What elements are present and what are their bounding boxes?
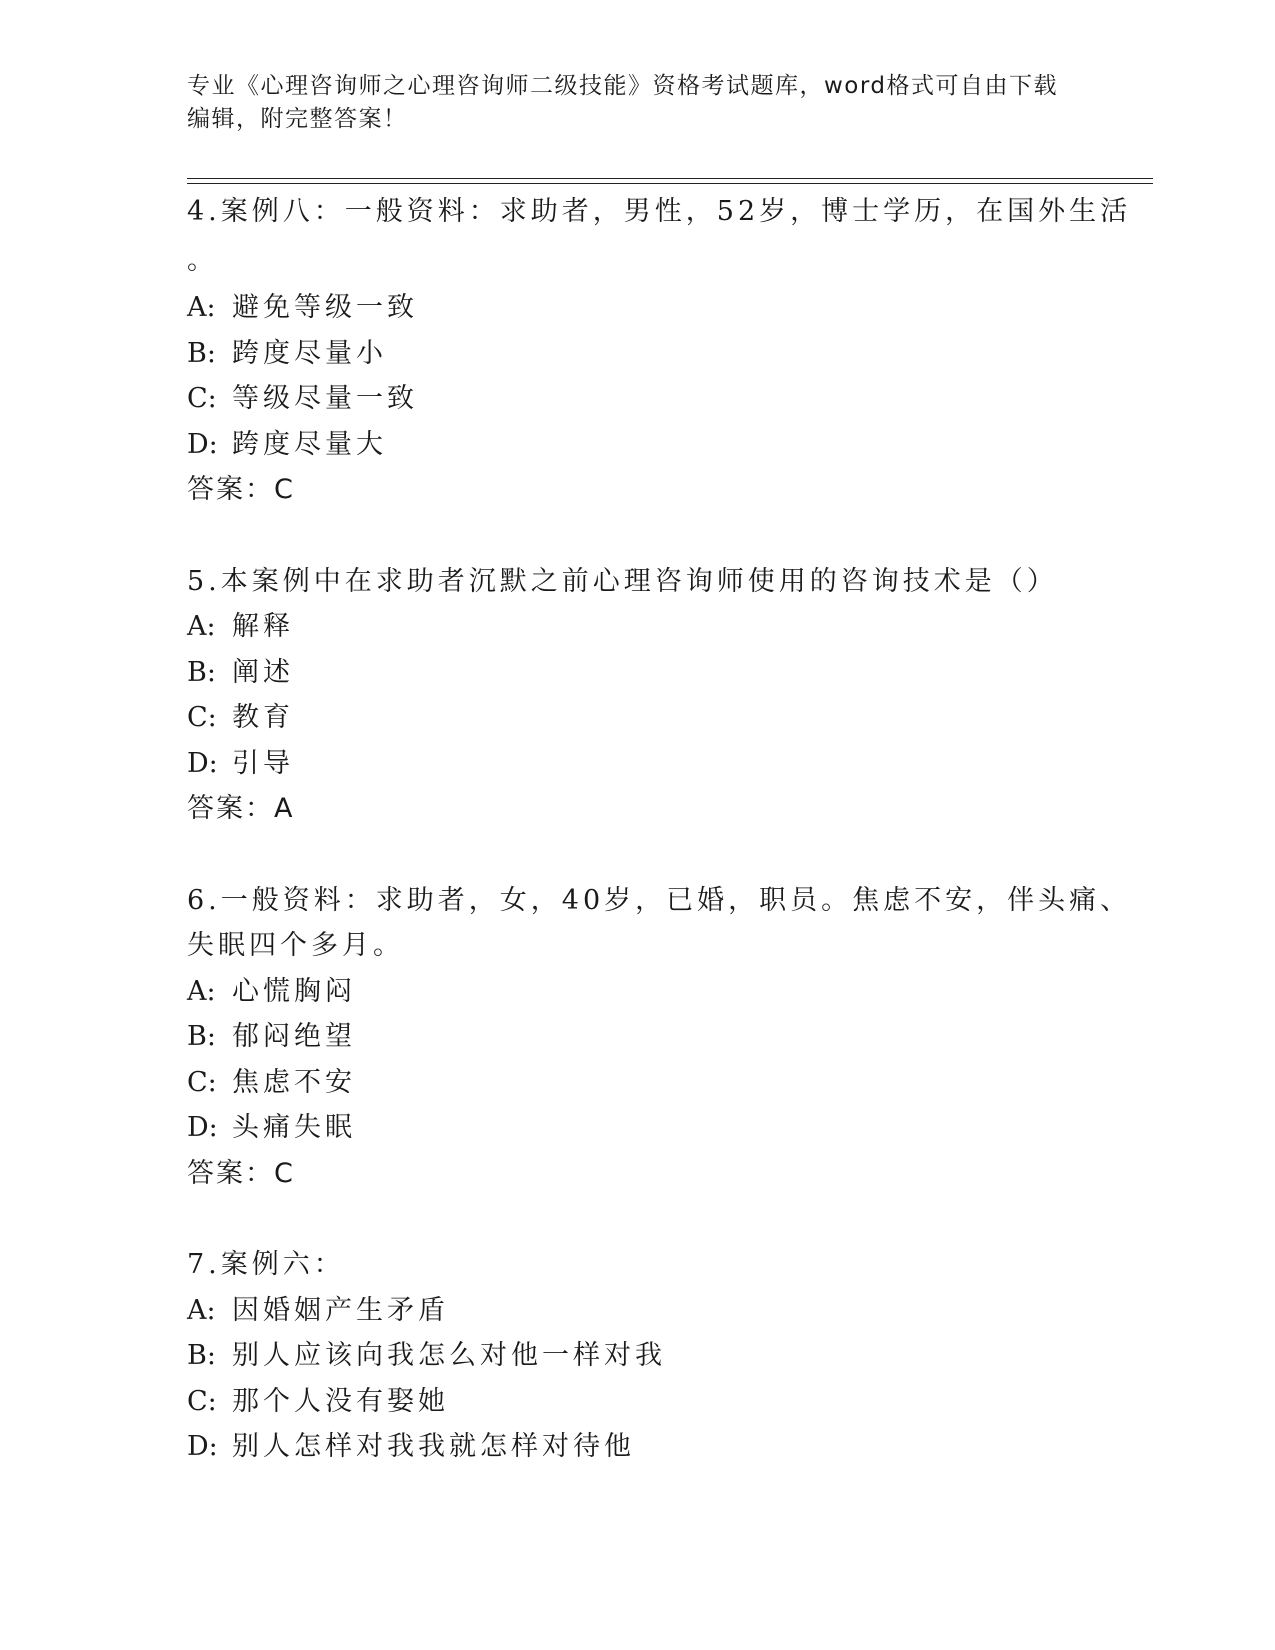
option-key: D: (187, 1112, 218, 1143)
answer-line: 答案：C (187, 1157, 295, 1189)
option-text: 焦虑不安 (232, 1066, 356, 1098)
option-key: D: (187, 428, 218, 460)
question-block (187, 187, 1132, 513)
option-d (187, 1105, 1087, 1151)
header-line-1: 专业《心理咨询师之心理咨询师二级技能》资格考试题库，word格式可自由下载 (187, 73, 1059, 99)
option-key: C: (187, 1385, 217, 1417)
question-stem: 5.本案例中在求助者沉默之前心理咨询师使用的咨询技术是（） (187, 565, 1058, 597)
option-text: 等级尽量一致 (232, 383, 418, 414)
option-c (187, 1379, 1087, 1425)
option-a (187, 285, 1087, 331)
header-line-2: 编辑，附完整答案！ (187, 106, 408, 132)
question-stem-continued: 。 (187, 245, 218, 276)
option-text: 阐述 (232, 656, 294, 688)
question-spacer (187, 1196, 1087, 1242)
option-text: 引导 (232, 747, 294, 779)
option-key: C: (187, 702, 217, 733)
option-text: 心慌胸闷 (232, 975, 356, 1007)
option-key: A: (187, 975, 216, 1007)
option-key: B: (187, 1021, 216, 1052)
option-key: C: (187, 383, 217, 414)
question-stem: 4.案例八：一般资料：求助者，男性，52岁，博士学历，在国外生活 (187, 196, 1132, 227)
question-stem: 6.一般资料：求助者，女，40岁，已婚，职员。焦虑不安，伴头痛、 (187, 884, 1132, 916)
option-text: 别人应该向我怎么对他一样对我 (232, 1340, 666, 1371)
option-text: 那个人没有娶她 (232, 1385, 449, 1417)
option-a (187, 604, 1087, 650)
option-text: 因婚姻产生矛盾 (232, 1294, 449, 1326)
option-b (187, 1333, 1087, 1379)
question-stem-continued: 失眠四个多月。 (187, 930, 404, 961)
question-block (187, 878, 1132, 1197)
option-c (187, 695, 1087, 741)
question-block (187, 1242, 1087, 1470)
answer-line: 答案：C (187, 474, 295, 505)
option-key: A: (187, 1294, 216, 1326)
document-header (187, 70, 1067, 136)
option-d (187, 741, 1087, 787)
option-text: 跨度尽量小 (232, 337, 387, 369)
option-key: B: (187, 337, 216, 369)
answer-line: 答案：A (187, 793, 295, 824)
option-text: 别人怎样对我我就怎样对待他 (232, 1431, 635, 1462)
option-key: B: (187, 656, 216, 688)
option-a (187, 1288, 1087, 1334)
option-b (187, 331, 1087, 377)
option-c (187, 376, 1087, 422)
option-a (187, 969, 1087, 1015)
option-b (187, 1014, 1087, 1060)
option-key: C: (187, 1066, 217, 1098)
question-stem: 7.案例六： (187, 1249, 345, 1280)
option-text: 解释 (232, 611, 294, 642)
option-c (187, 1060, 1087, 1106)
option-key: D: (187, 747, 218, 779)
option-d (187, 422, 1087, 468)
header-divider-top (187, 178, 1153, 179)
option-d (187, 1424, 1087, 1470)
option-key: A: (187, 292, 216, 323)
option-text: 教育 (232, 702, 294, 733)
option-text: 郁闷绝望 (232, 1021, 356, 1052)
option-key: A: (187, 611, 216, 642)
question-spacer (187, 832, 1087, 878)
option-key: D: (187, 1431, 218, 1462)
question-list (187, 187, 1132, 1470)
option-text: 避免等级一致 (232, 292, 418, 323)
option-key: B: (187, 1340, 216, 1371)
option-b (187, 650, 1087, 696)
option-text: 跨度尽量大 (232, 428, 387, 460)
header-divider-bottom (187, 183, 1153, 184)
question-spacer (187, 513, 1087, 559)
question-block (187, 559, 1087, 832)
option-text: 头痛失眠 (232, 1112, 356, 1143)
